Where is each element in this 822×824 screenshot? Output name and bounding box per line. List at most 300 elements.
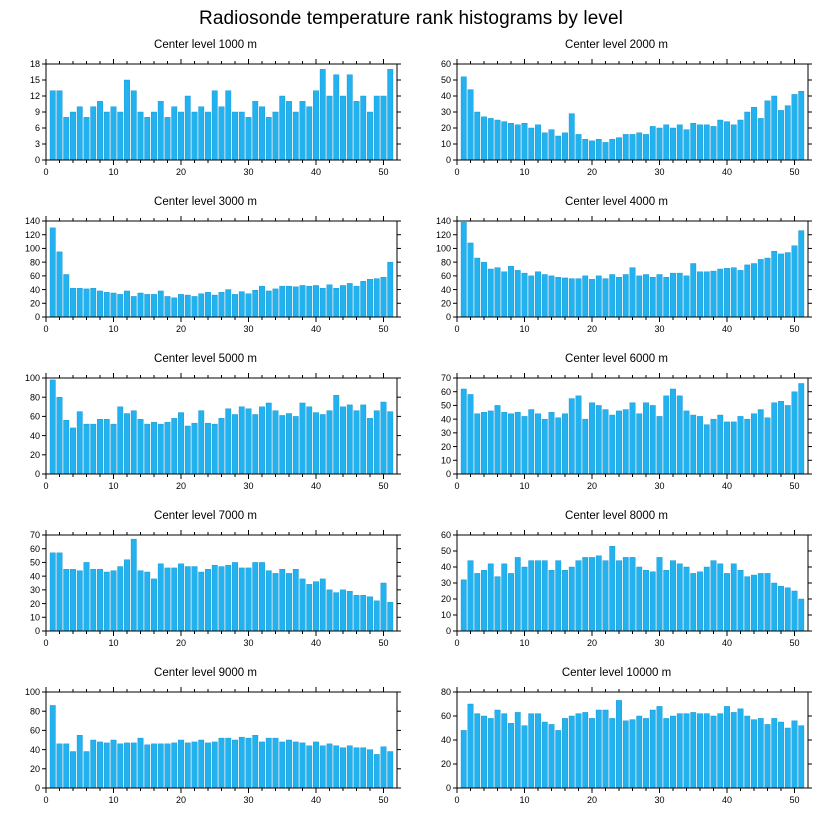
bar [677,125,682,160]
bar [637,716,642,788]
bar [50,380,55,474]
bar [185,96,190,160]
chart-panel-title: Center level 6000 m [565,353,668,365]
bar [704,272,709,317]
y-tick-label: 10 [29,612,40,623]
bar [542,133,547,160]
bar [212,742,217,788]
bar [670,716,675,788]
bar [468,394,473,474]
bar [731,268,736,317]
bar [488,118,493,160]
bar [131,411,136,474]
bar [785,106,790,160]
bar [347,405,352,474]
y-tick-label: 20 [440,759,451,770]
bar [50,228,55,317]
bar [772,583,777,631]
x-tick-label: 50 [378,638,389,648]
bar [758,718,763,788]
bar [623,274,628,317]
bar [205,423,210,474]
x-tick-label: 40 [310,795,322,805]
bar [691,712,696,788]
bar [138,112,143,160]
bar [246,294,251,317]
bar [293,112,298,160]
bar [97,569,102,631]
bar [280,96,285,160]
bar [772,251,777,317]
bar [468,704,473,788]
bar [361,595,366,631]
bar [616,138,621,160]
bar [199,740,204,788]
bar [286,573,291,631]
bar [569,716,574,788]
x-tick-label: 0 [454,795,460,805]
x-tick-label: 10 [108,481,119,491]
bar [529,128,534,160]
bar [388,69,393,160]
bar [246,117,251,160]
x-tick-label: 40 [721,638,733,648]
bar [495,405,500,474]
y-tick-label: 100 [24,687,40,698]
bar [670,561,675,631]
y-tick-label: 0 [34,626,40,637]
bar [738,709,743,788]
bar [138,738,143,788]
bar [772,718,777,788]
y-tick-label: 40 [29,571,40,582]
chart-panel-title: Center level 1000 m [154,39,257,51]
bar [286,101,291,160]
bar [185,295,190,317]
bar [792,591,797,631]
bar [711,419,716,474]
bar [340,407,345,474]
bar [151,422,156,474]
bar [603,410,608,474]
bar [64,274,69,317]
bar [246,409,251,474]
bar [684,411,689,474]
y-tick-label: 50 [440,546,451,557]
bar [508,414,513,474]
x-tick-label: 10 [108,324,119,334]
x-tick-label: 30 [243,638,254,648]
bar [664,396,669,474]
x-tick-label: 30 [654,638,665,648]
y-tick-label: 30 [29,585,40,596]
bar [327,96,332,160]
bar [630,268,635,317]
bar [77,571,82,631]
bar [535,561,540,631]
bar [603,710,608,788]
bar [118,294,123,317]
bar [145,745,150,788]
bar [111,107,116,160]
bar [616,277,621,317]
bar [616,561,621,631]
bar [151,744,156,788]
bar [684,567,689,631]
chart-panel [0,507,411,664]
bar [199,294,204,317]
bar [259,286,264,317]
bar [178,112,183,160]
bar [650,572,655,631]
bar [488,269,493,317]
bar-series [50,380,393,474]
bar [731,712,736,788]
bar [84,424,89,474]
bar [239,407,244,474]
x-tick-label: 40 [310,324,322,334]
bar [502,272,507,317]
bar [461,222,466,317]
chart-panel [0,36,411,193]
bar [765,724,770,788]
bar [697,714,702,788]
bar [468,561,473,631]
y-tick-label: 70 [440,373,451,384]
bar [751,107,756,160]
bar [104,572,109,631]
bar [515,270,520,317]
chart-panel-title: Center level 5000 m [154,353,257,365]
chart-panel [411,507,822,664]
bar [583,139,588,160]
x-tick-label: 20 [586,167,598,177]
x-tick-label: 40 [721,167,733,177]
x-tick-label: 10 [519,167,530,177]
chart-panel [0,664,411,821]
bar [361,405,366,474]
bar [799,726,804,788]
bar [792,392,797,474]
bar [145,117,150,160]
bar [657,557,662,631]
bar [502,122,507,160]
bar [118,407,123,474]
bar [664,570,669,631]
bar [650,710,655,788]
bar [388,412,393,474]
y-tick-label: 6 [34,123,40,134]
y-tick-label: 80 [29,257,40,268]
x-tick-label: 0 [454,167,460,177]
bar [610,139,615,160]
bar [724,422,729,474]
bar [307,407,312,474]
bar [495,577,500,631]
bar [226,738,231,788]
bar [704,714,709,788]
x-tick-label: 40 [310,481,322,491]
bar [253,101,258,160]
bar [111,293,116,317]
chart-panel [411,350,822,507]
chart-panel-title: Center level 9000 m [154,667,257,679]
bar [637,133,642,160]
x-tick-label: 20 [175,481,187,491]
bar [381,747,386,788]
bar [340,590,345,631]
chart-panel [411,36,822,193]
chart-panel [411,193,822,350]
bar [192,296,197,317]
bar [172,298,177,317]
bar [347,283,352,317]
bar [226,565,231,631]
x-tick-label: 0 [43,481,49,491]
bar-series [461,546,804,631]
bar [650,126,655,160]
x-tick-label: 30 [654,324,665,334]
y-tick-label: 60 [440,59,451,70]
bar [475,414,480,474]
bar [704,567,709,631]
bar [691,264,696,317]
bar [758,573,763,631]
bar [219,567,224,631]
bar [300,403,305,474]
chart-panel-title: Center level 7000 m [154,510,257,522]
bar [576,134,581,160]
bar [145,424,150,474]
bar [266,738,271,788]
bar [515,125,520,160]
bar [199,411,204,474]
bar [273,411,278,474]
bar-series [461,222,804,317]
bar [307,746,312,788]
bar [212,565,217,631]
bar [347,591,352,631]
y-tick-label: 120 [435,229,451,240]
bar [677,396,682,474]
bar [623,557,628,631]
y-tick-label: 100 [435,243,451,254]
y-tick-label: 120 [24,229,40,240]
bar [556,730,561,788]
bar [522,726,527,788]
bar [273,738,278,788]
bar [623,134,628,160]
bar [91,288,96,317]
bar-series [50,705,393,788]
bar [745,577,750,631]
bar [711,271,716,317]
bar [481,262,486,317]
bar [286,286,291,317]
bar [562,414,567,474]
bar [630,720,635,788]
bar [354,595,359,631]
bar [118,112,123,160]
bar [354,286,359,317]
plot-area [0,213,411,341]
bar [91,424,96,474]
bar [468,243,473,317]
bar [320,69,325,160]
y-tick-label: 80 [29,392,40,403]
y-tick-label: 0 [34,783,40,794]
bar [327,744,332,788]
bar [562,133,567,160]
bar [185,426,190,474]
bar [731,125,736,160]
bar [232,294,237,317]
bar [684,130,689,160]
bar [522,567,527,631]
bar [361,748,366,788]
bar [84,289,89,317]
bar [293,569,298,631]
bar [751,575,756,631]
bar [785,405,790,474]
bar [542,561,547,631]
bar [124,80,129,160]
bar [374,96,379,160]
bar [461,389,466,474]
bar [637,567,642,631]
plot-area [0,56,411,184]
bar [576,714,581,788]
bar [718,714,723,788]
bar [226,409,231,474]
bar [226,91,231,160]
x-tick-label: 0 [43,638,49,648]
bar [77,735,82,788]
bar [508,723,513,788]
bar [529,276,534,317]
x-tick-label: 20 [175,324,187,334]
bar [583,276,588,317]
bar [57,91,62,160]
x-tick-label: 20 [586,481,598,491]
bar [388,602,393,631]
bar [124,291,129,317]
y-tick-label: 70 [29,530,40,541]
bar [731,564,736,631]
y-tick-label: 40 [29,744,40,755]
x-tick-label: 30 [243,481,254,491]
bar [280,286,285,317]
bar [697,572,702,631]
bar [657,128,662,160]
bar [677,714,682,788]
y-tick-label: 40 [440,414,451,425]
x-tick-label: 50 [378,481,389,491]
y-tick-label: 80 [440,257,451,268]
y-tick-label: 0 [34,312,40,323]
bar [502,714,507,788]
bar [481,716,486,788]
panel-grid [0,36,822,822]
bar [657,416,662,474]
bar [118,744,123,788]
bar [158,564,163,631]
bar [313,91,318,160]
bar-series [50,69,393,160]
plot-area [411,527,822,655]
bar [778,401,783,474]
bar [603,279,608,317]
bar [118,567,123,631]
bar [724,268,729,317]
x-tick-label: 50 [378,795,389,805]
y-tick-label: 30 [440,578,451,589]
bar [589,557,594,631]
bar [205,292,210,317]
bar [354,411,359,474]
bar [529,410,534,474]
x-tick-label: 0 [454,638,460,648]
bar [684,276,689,317]
bar [495,120,500,160]
bar [569,399,574,474]
bar-series [50,228,393,317]
bar [57,744,62,788]
bar [286,740,291,788]
bar [650,405,655,474]
bar [718,564,723,631]
bar [691,123,696,160]
bar [212,91,217,160]
bar [340,285,345,317]
bar [354,101,359,160]
x-tick-label: 10 [108,795,119,805]
x-tick-label: 40 [721,795,733,805]
chart-panel-title: Center level 2000 m [565,39,668,51]
bar [104,419,109,474]
bar [340,96,345,160]
bar [192,742,197,788]
bar [549,724,554,788]
y-tick-label: 0 [34,155,40,166]
bar [778,254,783,317]
bar [158,424,163,474]
bar [266,403,271,474]
x-tick-label: 40 [721,324,733,334]
bar [643,134,648,160]
bar [616,411,621,474]
bar [475,112,480,160]
bar [522,273,527,317]
chart-panel-title: Center level 10000 m [561,667,672,679]
x-tick-label: 0 [43,167,49,177]
x-tick-label: 50 [789,324,800,334]
bar [293,416,298,474]
bar [589,141,594,160]
bar [508,266,513,317]
bar [266,117,271,160]
bar [172,107,177,160]
page-title: Radiosonde temperature rank histograms by level [199,8,623,29]
bar [724,573,729,631]
y-tick-label: 0 [445,312,451,323]
x-tick-label: 50 [789,795,800,805]
bar [77,107,82,160]
bar [138,293,143,317]
bar [664,125,669,160]
bar [334,593,339,631]
bar [273,289,278,317]
